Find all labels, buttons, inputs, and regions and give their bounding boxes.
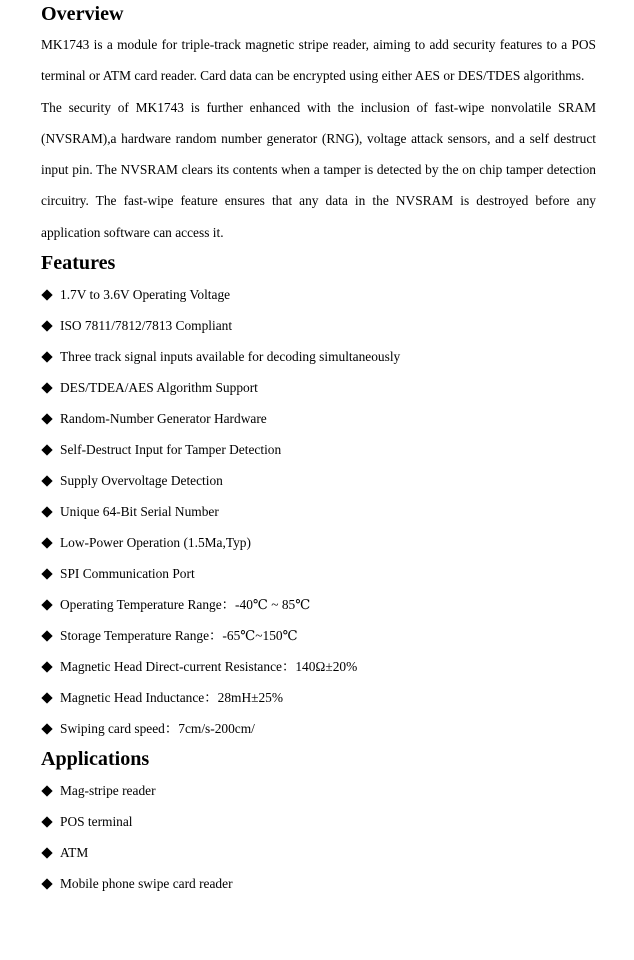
document-page — [41, 0, 596, 899]
list-item — [41, 279, 596, 310]
list-item — [41, 527, 596, 558]
overview-heading: Overview — [41, 3, 124, 25]
overview-paragraph-1: MK1743 is a module for triple-track magnetic stripe reader, aiming to add security features to a POS terminal or ATM card reader. Card data can be encrypted using either AES or DES/TDES algorithms. — [41, 37, 596, 84]
diamond-bullet-icon — [41, 661, 52, 672]
list-item — [41, 589, 596, 620]
list-item — [41, 403, 596, 434]
feature-text: Magnetic Head Inductance：28mH±25% — [60, 690, 284, 706]
feature-text: Unique 64-Bit Serial Number — [60, 504, 219, 520]
diamond-bullet-icon — [41, 692, 52, 703]
list-item — [41, 651, 596, 682]
diamond-bullet-icon — [41, 630, 52, 641]
feature-text: Magnetic Head Direct-current Resistance：140Ω±20% — [60, 659, 358, 675]
diamond-bullet-icon — [41, 847, 52, 858]
diamond-bullet-icon — [41, 289, 52, 300]
list-item — [41, 837, 596, 868]
applications-heading: Applications — [41, 748, 150, 771]
list-item — [41, 372, 596, 403]
list-item — [41, 310, 596, 341]
list-item — [41, 806, 596, 837]
list-item — [41, 868, 596, 899]
list-item — [41, 496, 596, 527]
list-item — [41, 682, 596, 713]
feature-text: Swiping card speed：7cm/s-200cm/ — [60, 721, 255, 737]
diamond-bullet-icon — [41, 444, 52, 455]
features-heading: Features — [41, 252, 116, 275]
diamond-bullet-icon — [41, 568, 52, 579]
diamond-bullet-icon — [41, 878, 52, 889]
diamond-bullet-icon — [41, 320, 52, 331]
application-text: Mag-stripe reader — [60, 783, 156, 799]
feature-text: Random-Number Generator Hardware — [60, 411, 267, 427]
feature-text: SPI Communication Port — [60, 566, 195, 582]
feature-text: Storage Temperature Range：-65℃~150℃ — [60, 628, 298, 644]
diamond-bullet-icon — [41, 537, 52, 548]
list-item — [41, 341, 596, 372]
diamond-bullet-icon — [41, 382, 52, 393]
diamond-bullet-icon — [41, 599, 52, 610]
features-list — [41, 279, 596, 744]
applications-list — [41, 775, 596, 899]
overview-paragraph-2: The security of MK1743 is further enhanced with the inclusion of fast-wipe nonvolatile SRAM (NVSRAM),a hardware random number generator (RNG), voltage attack sensors, and a self destruct input pin. The NVSRAM clears its contents when a tamper is detected by the on chip tamper detection circuitry. The fast-wipe feature ensures that any data in the NVSRAM is destroyed before any application software can access it. — [41, 99, 596, 240]
list-item — [41, 465, 596, 496]
application-text: POS terminal — [60, 814, 133, 830]
application-text: Mobile phone swipe card reader — [60, 876, 233, 892]
feature-text: Low-Power Operation (1.5Ma,Typ) — [60, 535, 251, 551]
diamond-bullet-icon — [41, 506, 52, 517]
feature-text: 1.7V to 3.6V Operating Voltage — [60, 287, 231, 303]
diamond-bullet-icon — [41, 723, 52, 734]
feature-text: Supply Overvoltage Detection — [60, 473, 223, 489]
diamond-bullet-icon — [41, 816, 52, 827]
diamond-bullet-icon — [41, 413, 52, 424]
diamond-bullet-icon — [41, 785, 52, 796]
diamond-bullet-icon — [41, 475, 52, 486]
diamond-bullet-icon — [41, 351, 52, 362]
list-item — [41, 434, 596, 465]
list-item — [41, 713, 596, 744]
feature-text: Three track signal inputs available for decoding simultaneously — [60, 349, 401, 365]
list-item — [41, 620, 596, 651]
list-item — [41, 558, 596, 589]
list-item — [41, 775, 596, 806]
feature-text: Operating Temperature Range：-40℃ ~ 85℃ — [60, 597, 311, 613]
feature-text: Self-Destruct Input for Tamper Detection — [60, 442, 282, 458]
application-text: ATM — [60, 845, 89, 861]
feature-text: ISO 7811/7812/7813 Compliant — [60, 318, 233, 334]
feature-text: DES/TDEA/AES Algorithm Support — [60, 380, 258, 396]
